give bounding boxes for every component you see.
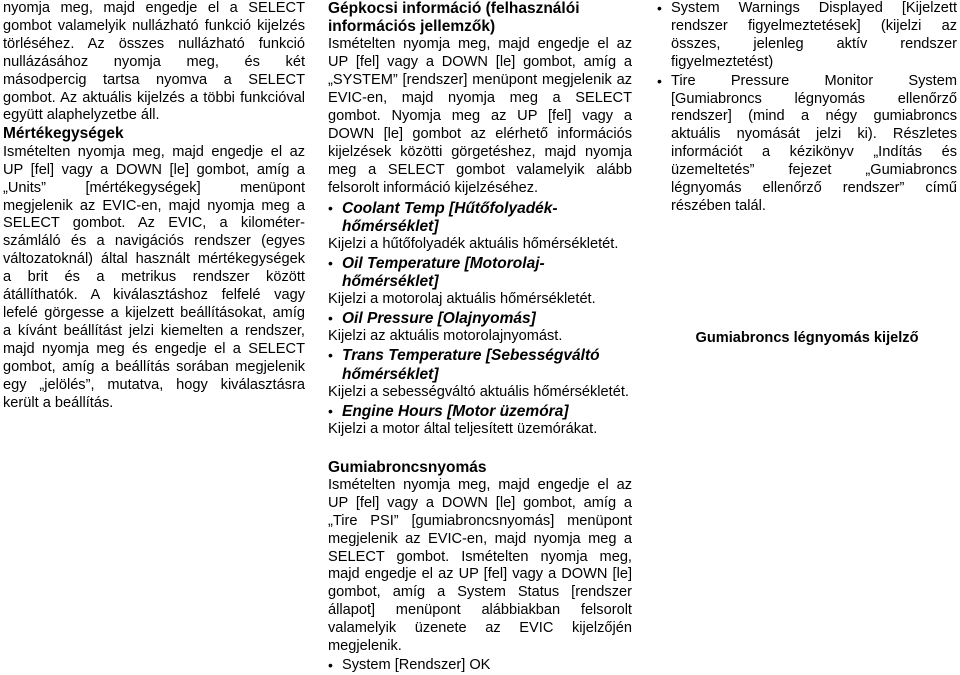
list-item-oil-pressure	[328, 310, 632, 328]
middle-column	[328, 0, 632, 675]
figure-caption: Gumiabroncs légnyomás kijelző	[695, 330, 919, 346]
tire-pressure-paragraph: Ismételten nyomja meg, majd engedje el az UP [fel] vagy a DOWN [le] gombot, amíg a „Tire PSI” [gumiabroncsnyomás] menüpont megjelenik az EVIC-en, majd nyomja meg a SELECT gombot. Ismételten nyomja meg, majd engedje el az UP [fel] vagy a DOWN [le] gombot, amíg a System Status [rendszer állapot] menüpont alábbiakban felsorolt valamelyik üzenete az EVIC kijelzőjén megjelenik.	[328, 476, 632, 655]
reset-paragraph: nyomja meg, majd engedje el a SELECT gombot valamelyik nullázható funkció kijelzés törléséhez. Az összes nullázható funkció nullázásához nyomja meg, és két másodpercig tartsa nyomva a SELECT gombot. Az aktuális kijelzés a többi funkcióval együtt alaphelyzetbe áll.	[3, 0, 305, 124]
list-item-desc: Kijelzi az aktuális motorolajnyomást.	[328, 328, 563, 345]
vehicle-info-list	[328, 200, 632, 439]
status-item-warnings	[657, 0, 957, 72]
bullet-icon: •	[657, 72, 662, 89]
bullet-icon: •	[328, 310, 333, 327]
units-paragraph: Ismételten nyomja meg, majd engedje el az UP [fel] vagy a DOWN [le] gombot, amíg a „Units” [mértékegységek] menüpont megjelenik az EVIC-en, majd nyomja meg a SELECT gombot. Az EVIC, a kilométer-számláló és a navigációs rendszer (egyes változatoknál) által használt mértékegységek a brit és a metrikus rendszer között átállíthatók. A kiválasztáshoz felfelé vagy lefelé görgesse a kijelzett beállításokat, amíg a kívánt beállítást jelzi kiemelten a rendszer, majd nyomja meg és engedje el a SELECT gombot, amíg a beállítás sorában megjelenik egy „jelölés”, mutatva, hogy kiválasztásra került a beállítás.	[3, 143, 305, 411]
right-column	[657, 0, 957, 346]
bullet-icon: •	[328, 656, 333, 673]
list-item-engine-hours	[328, 403, 632, 421]
left-column	[3, 0, 305, 412]
bullet-icon: •	[328, 199, 333, 216]
list-item-title: Oil Pressure [Olajnyomás]	[342, 310, 536, 328]
list-item-oil-temperature	[328, 255, 632, 291]
vehicle-info-paragraph: Ismételten nyomja meg, majd engedje el az UP [fel] vagy a DOWN [le] gombot, amíg a „SYSTEM” [rendszer] menüpont megjelenik az EVIC-en, majd nyomja meg a SELECT gombot. Nyomja meg az UP [fel] vagy a DOWN [le] gombot az elérhető információs kijelzések közötti görgetéshez, majd nyomja meg a SELECT gombot valamelyik alább felsorolt információ kijelzéséhez.	[328, 36, 632, 196]
bullet-icon: •	[328, 347, 333, 364]
list-item-desc: Kijelzi a motorolaj aktuális hőmérsékletét.	[328, 291, 596, 308]
list-item-title: Coolant Temp [Hűtőfolyadék-hőmérséklet]	[342, 199, 558, 235]
list-item-title: Oil Temperature [Motorolaj-hőmérséklet]	[342, 254, 545, 291]
bullet-icon: •	[328, 254, 333, 271]
list-item-title: Engine Hours [Motor üzemóra]	[342, 402, 569, 420]
vehicle-info-heading: Gépkocsi információ (felhasználói információs jellemzők)	[328, 0, 580, 36]
status-item-label: System Warnings Displayed [Kijelzett rendszer figyelmeztetések] (kijelzi az összes, jelenleg aktív rendszer figyelmeztetést)	[671, 0, 957, 70]
list-item-coolant-temp	[328, 200, 632, 236]
units-heading: Mértékegységek	[3, 125, 124, 143]
status-item-tpms	[657, 73, 957, 216]
list-item-desc: Kijelzi a sebességváltó aktuális hőmérsékletét.	[328, 383, 629, 400]
bullet-icon: •	[657, 0, 662, 16]
tire-pressure-heading: Gumiabroncsnyomás	[328, 458, 487, 476]
list-item-desc: Kijelzi a motor által teljesített üzemórákat.	[328, 420, 598, 437]
list-item-trans-temperature	[328, 347, 632, 383]
list-item-desc: Kijelzi a hűtőfolyadék aktuális hőmérsékletét.	[328, 235, 619, 252]
status-item-label: System [Rendszer] OK	[342, 656, 491, 673]
list-item-title: Trans Temperature [Sebességváltó hőmérséklet]	[342, 347, 600, 383]
status-item-system-ok	[328, 657, 632, 675]
bullet-icon: •	[328, 402, 333, 419]
status-item-label: Tire Pressure Monitor System [Gumiabroncs légnyomás ellenőrző rendszer] (mind a négy gumiabroncs aktuális nyomását jelzi ki). Részletes információt a kézikönyv „Indítás és üzemeltetés” fejezet „Gumiabroncs légnyomás ellenőrző rendszer” című részében talál.	[671, 72, 957, 214]
